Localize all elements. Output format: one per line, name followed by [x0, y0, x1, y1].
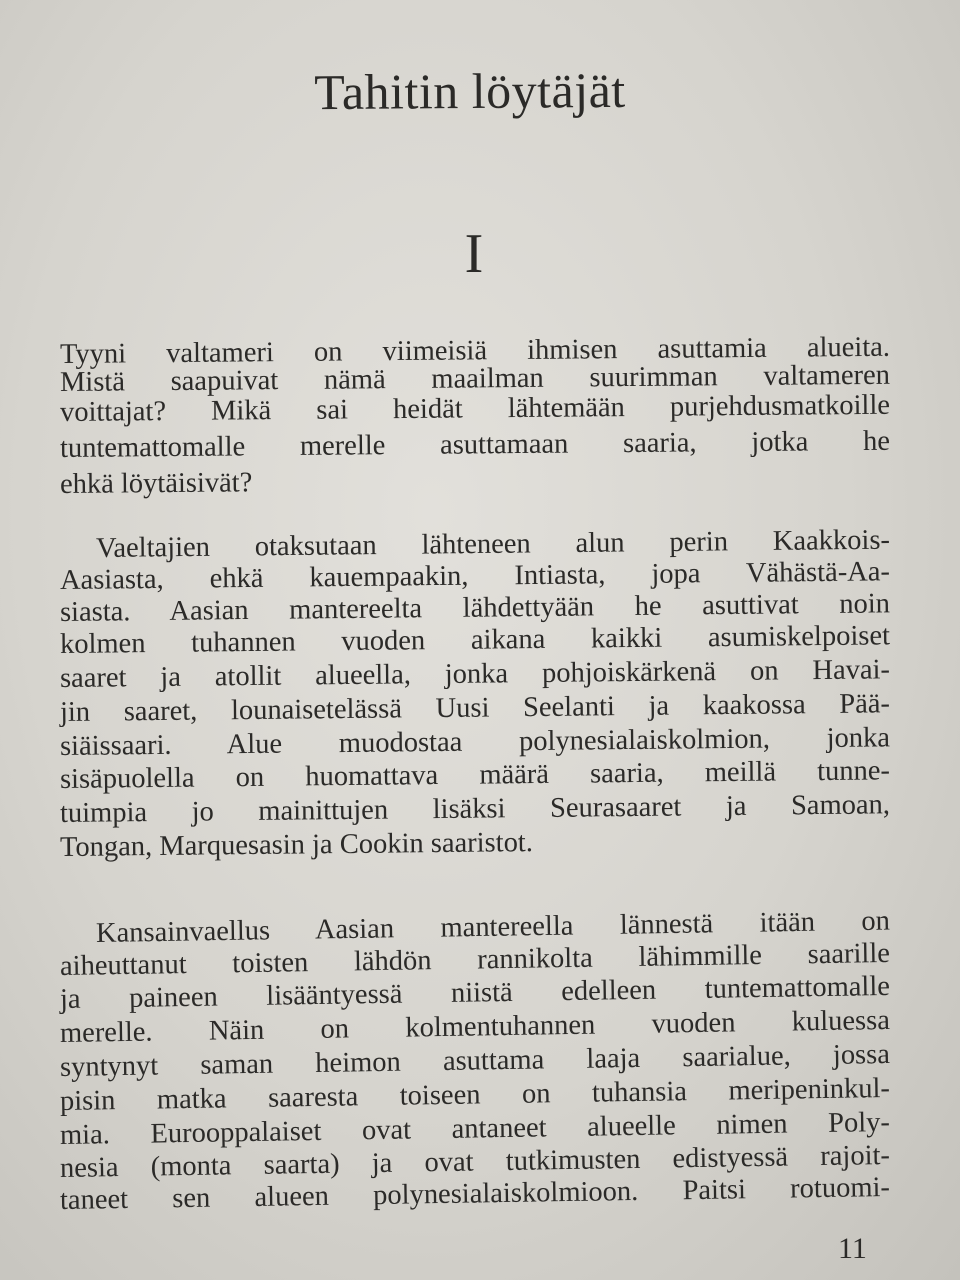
text-line: voittajat? Mikä sai heidät lähtemään purjehdusmatkoille: [59, 389, 891, 428]
text-line: pisin matka saaresta toiseen on tuhansia meripeninkul-: [59, 1072, 891, 1117]
text-line: nesia (monta saarta) ja ovat tutkimusten edistyessä rajoit-: [59, 1139, 891, 1184]
text-line: Tongan, Marquesasin ja Cookin saaristot.: [59, 827, 534, 863]
page-number: 11: [838, 1232, 867, 1265]
text-line: Tyyni valtameri on viimeisiä ihmisen asuttamia alueita.: [59, 331, 891, 370]
text-line: mia. Eurooppalaiset ovat antaneet alueelle nimen Poly-: [59, 1106, 891, 1151]
text-line: sisäpuolella on huomattava määrä saaria, meillä tunne-: [59, 755, 891, 795]
text-line: syntynyt saman heimon asuttama laaja saarialue, jossa: [59, 1038, 891, 1083]
text-line: Mistä saapuivat nämä maailman suurimman valtameren: [59, 359, 891, 398]
text-line: siäissaari. Alue muodostaa polynesialaiskolmion, jonka: [59, 722, 891, 762]
text-line: ja paineen lisääntyessä niistä edelleen tuntemattomalle: [59, 970, 891, 1015]
text-line: tuntemattomalle merelle asuttamaan saaria, jotka he: [59, 425, 891, 464]
text-line: siasta. Aasian mantereelta lähdettyään he asuttivat noin: [59, 588, 891, 628]
text-line: jin saaret, lounaisetelässä Uusi Seelanti ja kaakossa Pää-: [59, 688, 891, 728]
text-line: merelle. Näin on kolmentuhannen vuoden kuluessa: [59, 1004, 891, 1049]
text-line: tuimpia jo mainittujen lisäksi Seurasaaret ja Samoan,: [59, 789, 891, 829]
text-line: taneet sen alueen polynesialaiskolmioon. Paitsi rotuomi-: [59, 1171, 891, 1216]
text-line: saaret ja atollit alueella, jonka pohjoiskärkenä on Havai-: [59, 654, 891, 694]
text-line: Vaeltajien otaksutaan lähteneen alun perin Kaakkois-: [95, 524, 891, 564]
text-line: Kansainvaellus Aasian mantereella lännestä itään on: [95, 905, 891, 949]
text-line: ehkä löytäisivät?: [59, 467, 253, 500]
chapter-number: I: [464, 223, 484, 285]
page-title: Tahitin löytäjät: [314, 61, 626, 121]
text-line: aiheuttanut toisten lähdön rannikolta lähimmille saarille: [59, 937, 891, 982]
text-line: kolmen tuhannen vuoden aikana kaikki asumiskelpoiset: [59, 620, 891, 660]
text-line: Aasiasta, ehkä kauempaakin, Intiasta, jopa Vähästä-Aa-: [59, 556, 891, 596]
